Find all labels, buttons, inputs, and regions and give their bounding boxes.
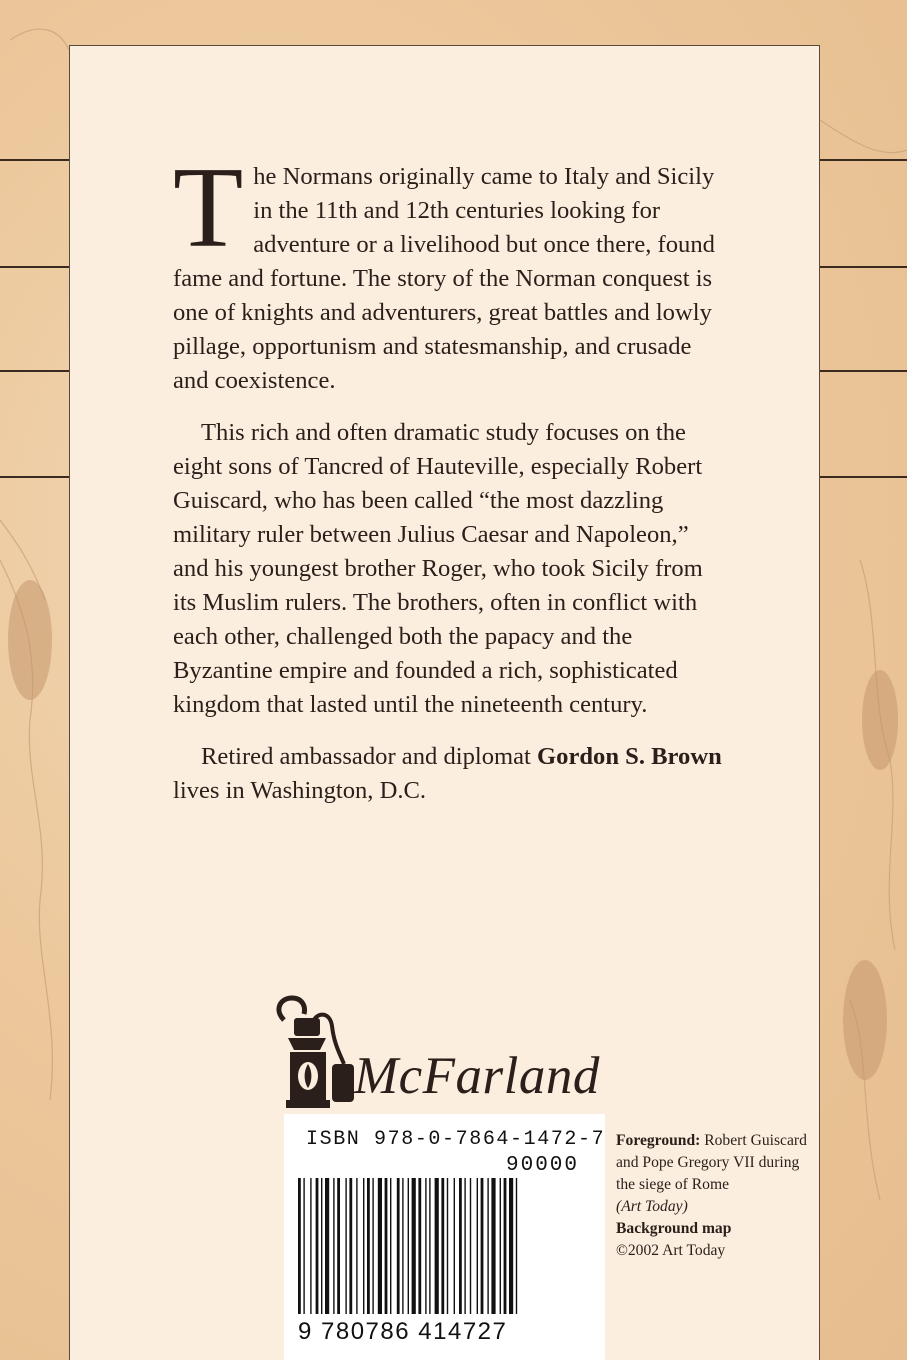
barcode-stripe	[481, 1178, 484, 1314]
barcode-stripe	[516, 1178, 517, 1314]
barcode-stripe	[464, 1178, 465, 1314]
barcode-stripe	[321, 1178, 322, 1314]
barcode-stripe	[425, 1178, 426, 1314]
barcode-stripe	[477, 1178, 478, 1314]
barcode-stripe	[397, 1178, 400, 1314]
author-pre: Retired ambassador and diplomat	[201, 743, 538, 770]
drop-cap: T	[173, 144, 244, 271]
barcode-stripe	[303, 1178, 304, 1314]
barcode-area	[284, 1114, 605, 1360]
barcode-stripe	[349, 1178, 352, 1314]
barcode-stripe	[356, 1178, 357, 1314]
lantern-icon	[270, 992, 354, 1112]
barcode-stripe	[470, 1178, 471, 1314]
barcode-stripe	[454, 1178, 455, 1314]
foreground-text: Robert Guiscard and Pope Gregory VII during the siege of Rome	[616, 1132, 807, 1193]
paragraph-3	[173, 740, 728, 808]
barcode-stripe	[372, 1178, 373, 1314]
paragraph-1	[173, 144, 728, 398]
barcode-stripe	[487, 1178, 488, 1314]
barcode-stripe	[316, 1178, 319, 1314]
barcode-stripe	[500, 1178, 501, 1314]
author-post: lives in Washington, D.C.	[173, 777, 427, 804]
price-code: 90000	[506, 1154, 580, 1177]
barcode-stripe	[408, 1178, 409, 1314]
foreground-source: (Art Today)	[616, 1198, 688, 1215]
background-label: Background map	[616, 1220, 732, 1237]
barcode-stripe	[337, 1178, 340, 1314]
barcode-stripe	[298, 1178, 301, 1314]
barcode-stripe	[402, 1178, 403, 1314]
barcode-stripe	[333, 1178, 334, 1314]
publisher-logo	[270, 992, 630, 1112]
ean-number: 9 780786 414727	[298, 1318, 508, 1345]
cover-credits	[616, 1130, 816, 1262]
blurb-text	[173, 144, 728, 826]
barcode-stripe	[509, 1178, 513, 1314]
paragraph-2: This rich and often dramatic study focuses on the eight sons of Tancred of Hauteville, especially Robert Guiscard, who has been called “the most dazzling military ruler between Julius Caesar and Napoleon,” and his youngest brother Roger, who took Sicily from its Muslim rulers. The brothers, often in conflict with each other, challenged both the papacy and the Byzantine empire and founded a rich, sophisticated kingdom that lasted until the nineteenth century.	[173, 419, 703, 718]
barcode-stripe	[390, 1178, 391, 1314]
barcode-stripe	[378, 1178, 382, 1314]
barcode-stripe	[385, 1178, 388, 1314]
barcode-stripe	[412, 1178, 416, 1314]
barcode-stripe	[429, 1178, 430, 1314]
barcode-bars	[298, 1178, 598, 1318]
barcode-stripe	[310, 1178, 311, 1314]
author-name: Gordon S. Brown	[537, 743, 722, 770]
barcode-stripe	[459, 1178, 462, 1314]
barcode-stripe	[441, 1178, 444, 1314]
barcode-stripe	[345, 1178, 346, 1314]
barcode-stripe	[447, 1178, 448, 1314]
barcode-stripe	[418, 1178, 421, 1314]
publisher-name: McFarland	[354, 1047, 600, 1105]
barcode-stripe	[363, 1178, 364, 1314]
background-text: ©2002 Art Today	[616, 1242, 726, 1259]
isbn-label: ISBN 978-0-7864-1472-7	[306, 1128, 606, 1151]
barcode-stripe	[367, 1178, 370, 1314]
barcode-stripe	[504, 1178, 507, 1314]
foreground-label: Foreground:	[616, 1132, 701, 1149]
barcode-stripe	[325, 1178, 329, 1314]
barcode-stripe	[491, 1178, 495, 1314]
paragraph-1-text: he Normans originally came to Italy and Sicily in the 11th and 12th centuries looking for adventure or a livelihood but once there, found fame and fortune. The story of the Norman conquest is one of knights and adventurers, great battles and lowly pillage, opportunism and statesmanship, and crusade and coexistence.	[173, 163, 715, 394]
barcode-stripe	[435, 1178, 439, 1314]
